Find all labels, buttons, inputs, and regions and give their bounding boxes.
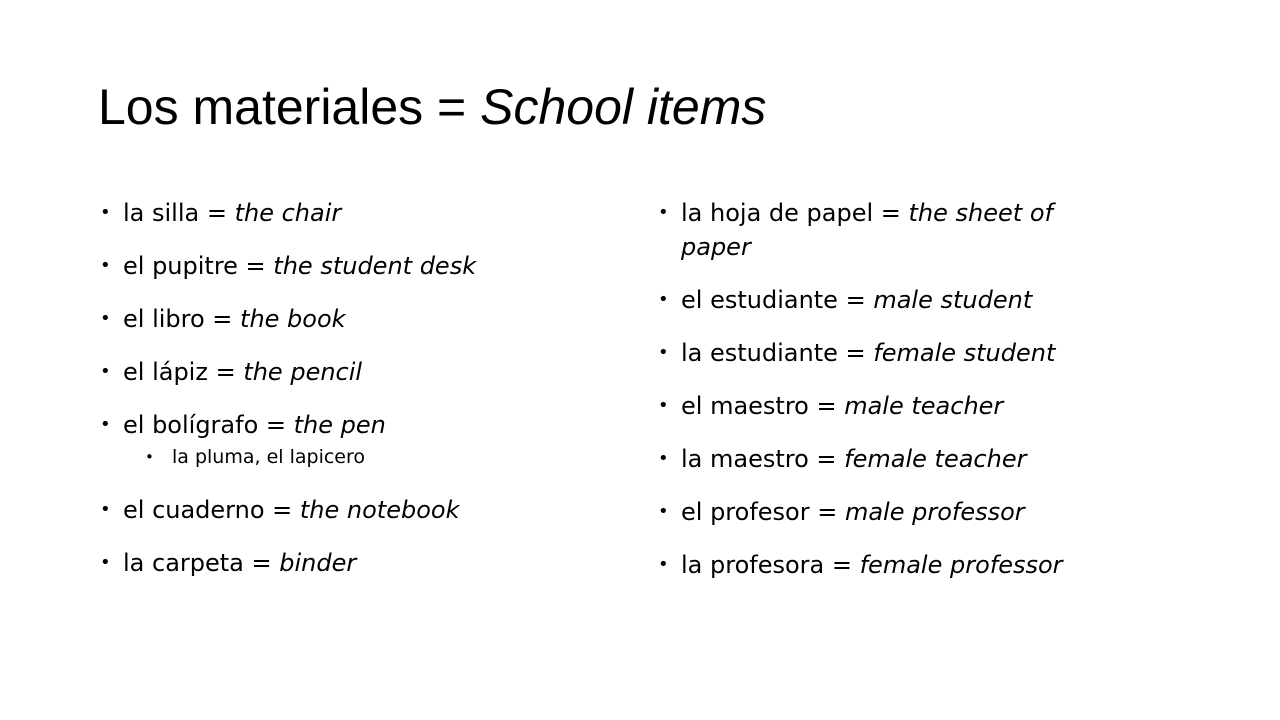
bullet-icon: • (658, 289, 669, 310)
bullet-icon: • (100, 552, 111, 573)
spanish-term: el profesor = (681, 498, 845, 526)
list-item (658, 548, 1158, 582)
english-term: female student (873, 339, 1056, 367)
english-term: male teacher (844, 392, 1004, 420)
spanish-term: la hoja de papel = (681, 199, 909, 227)
english-term: the notebook (299, 496, 460, 524)
bullet-icon: • (100, 361, 111, 382)
english-term: the chair (234, 199, 342, 227)
left-vocab-list (100, 196, 620, 599)
english-term: binder (279, 549, 357, 577)
list-item (100, 493, 620, 527)
list-item (100, 355, 620, 389)
list-item (658, 389, 1158, 423)
english-term: female teacher (844, 445, 1027, 473)
bullet-icon: • (658, 448, 669, 469)
english-term: the sheet of (908, 199, 1053, 227)
bullet-icon: • (658, 342, 669, 363)
english-term: the student desk (273, 252, 477, 280)
spanish-term: el estudiante = (681, 286, 874, 314)
list-item (658, 442, 1158, 476)
spanish-term: el pupitre = (123, 252, 274, 280)
sub-list-item (100, 445, 620, 469)
bullet-icon: • (100, 414, 111, 435)
list-item (100, 196, 620, 230)
list-item (658, 336, 1158, 370)
english-term: male professor (844, 498, 1025, 526)
spanish-term: la carpeta = (123, 549, 280, 577)
sub-bullet-icon: • (145, 448, 154, 466)
list-item (658, 283, 1158, 317)
title-italic: School items (480, 79, 767, 135)
list-item (100, 302, 620, 336)
english-term: the book (240, 305, 346, 333)
english-term: the pen (293, 411, 386, 439)
spanish-term: la estudiante = (681, 339, 874, 367)
list-item (100, 408, 620, 442)
spanish-term: el lápiz = (123, 358, 244, 386)
english-term: the pencil (243, 358, 363, 386)
bullet-icon: • (658, 501, 669, 522)
spanish-term: el bolígrafo = (123, 411, 294, 439)
wrapped-entry (681, 196, 1141, 264)
bullet-icon: • (658, 554, 669, 575)
bullet-icon: • (100, 202, 111, 223)
right-vocab-list (658, 196, 1158, 601)
spanish-term: la silla = (123, 199, 235, 227)
list-item (658, 495, 1158, 529)
list-item (100, 249, 620, 283)
sub-item-text: la pluma, el lapicero (172, 446, 365, 468)
spanish-term: el libro = (123, 305, 241, 333)
english-term: male student (873, 286, 1033, 314)
english-term: female professor (859, 551, 1063, 579)
spanish-term: la maestro = (681, 445, 845, 473)
list-item (100, 546, 620, 580)
spanish-term: la profesora = (681, 551, 860, 579)
title-main: Los materiales = (98, 79, 481, 135)
bullet-icon: • (658, 395, 669, 416)
bullet-icon: • (100, 499, 111, 520)
bullet-icon: • (100, 255, 111, 276)
spanish-term: el maestro = (681, 392, 845, 420)
bullet-icon: • (658, 202, 669, 223)
spanish-term: el cuaderno = (123, 496, 300, 524)
list-item (658, 196, 1158, 264)
bullet-icon: • (100, 308, 111, 329)
slide-title (98, 72, 766, 142)
english-term-continued: paper (681, 233, 751, 261)
